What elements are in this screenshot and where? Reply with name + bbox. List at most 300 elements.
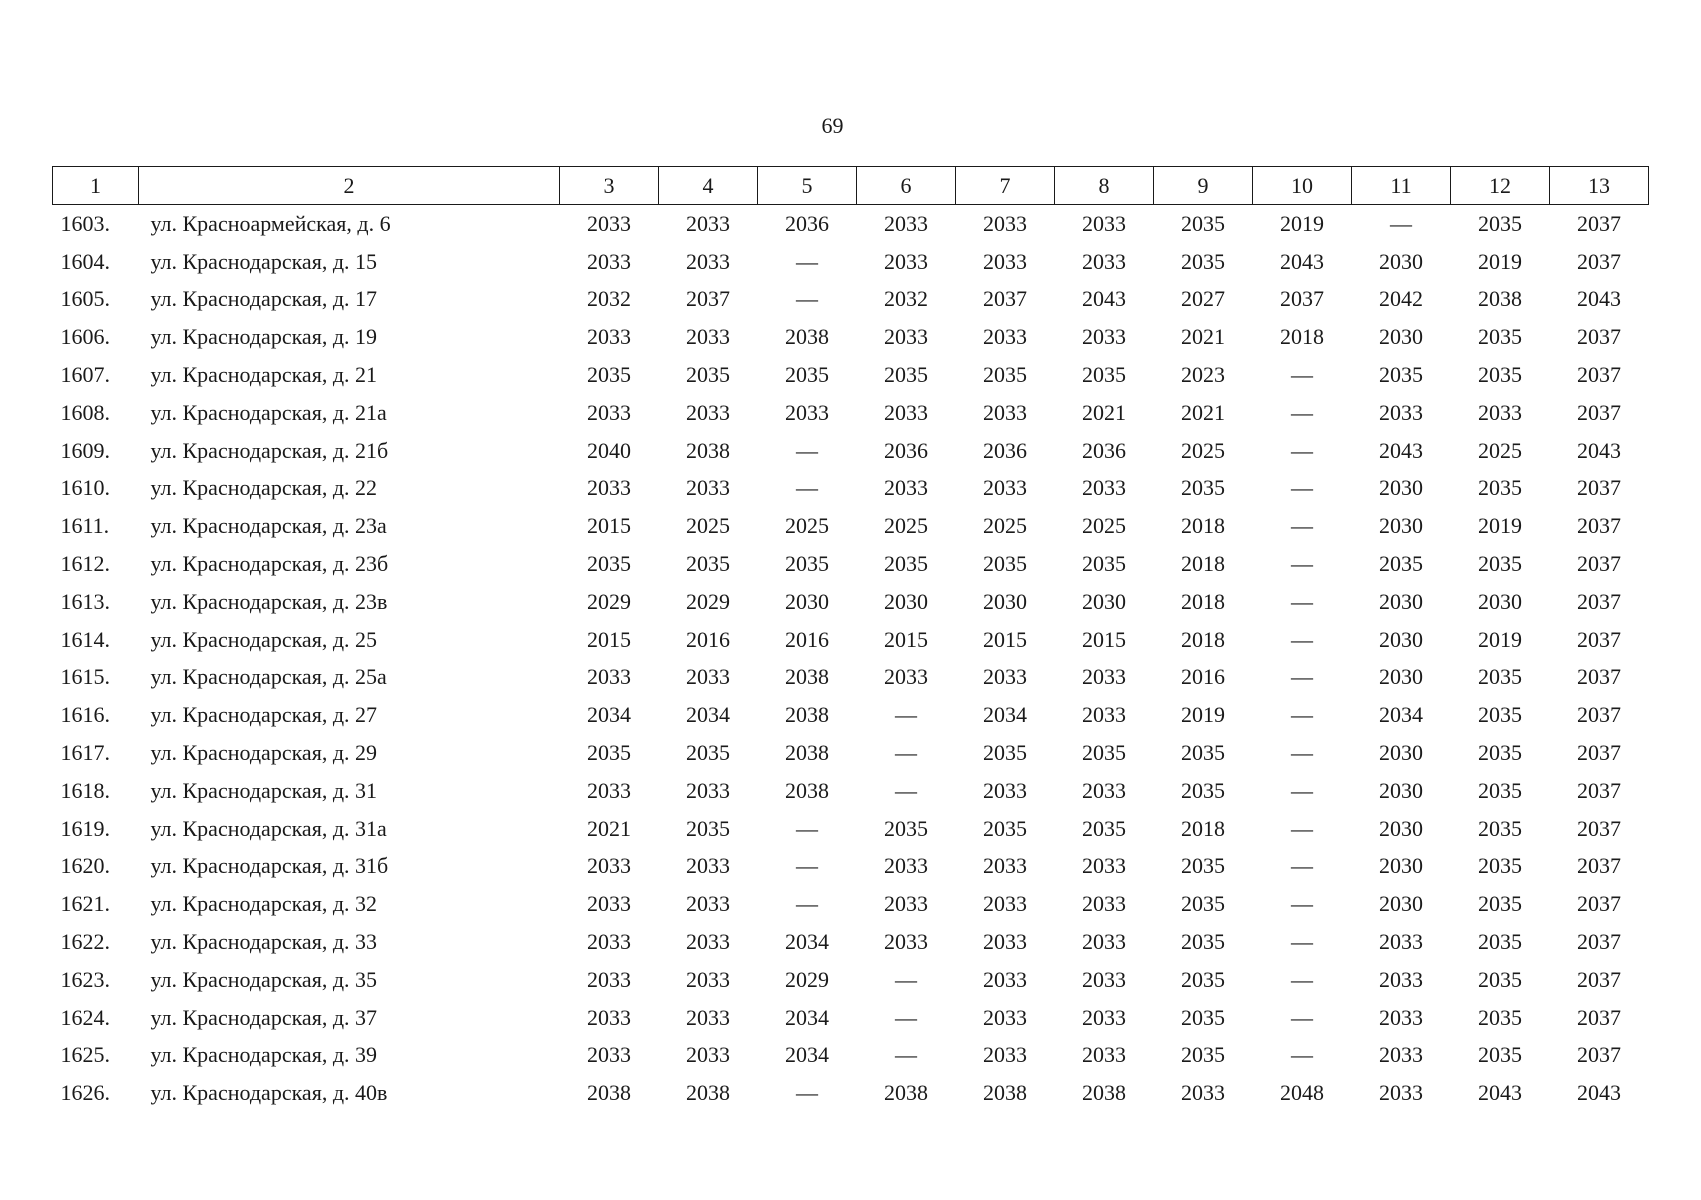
value-cell: — [796,437,818,463]
value-cell: 2019 [1478,626,1522,652]
address-cell: ул. Краснодарская, д. 15 [150,248,378,274]
address-cell: ул. Краснодарская, д. 25 [150,626,378,652]
row-number: 1611. [60,513,110,539]
value-cell: 2037 [1577,1042,1621,1068]
value-cell: 2035 [587,740,631,766]
value-cell: 2037 [1577,853,1621,879]
value-cell: 2035 [1478,853,1522,879]
value-cell: 2033 [884,929,928,955]
value-cell: 2025 [1478,437,1522,463]
value-cell: — [895,702,917,728]
value-cell: — [1291,399,1313,425]
value-cell: 2037 [1577,475,1621,501]
value-cell: 2021 [1082,399,1126,425]
value-cell: 2033 [1082,929,1126,955]
column-header-3: 3 [560,167,659,205]
value-cell: 2033 [884,324,928,350]
value-cell: 2035 [1181,891,1225,917]
row-number: 1605. [60,286,110,312]
value-cell: 2033 [1379,1042,1423,1068]
value-cell: — [1291,1004,1313,1030]
value-cell: 2035 [1082,362,1126,388]
value-cell: 2037 [1577,248,1621,274]
column-header-11: 11 [1352,167,1451,205]
page-number: 69 [821,113,844,138]
value-cell: 2018 [1181,551,1225,577]
value-cell: 2030 [1379,513,1423,539]
value-cell: 2036 [983,437,1027,463]
table-row [53,545,1649,583]
value-cell: 2016 [785,626,829,652]
value-cell: 2019 [1478,513,1522,539]
value-cell: 2042 [1379,286,1423,312]
value-cell: 2033 [686,664,730,690]
table-row [53,507,1649,545]
table-row [53,885,1649,923]
value-cell: 2035 [1181,929,1225,955]
value-cell: 2035 [1478,664,1522,690]
value-cell: — [1291,1042,1313,1068]
value-cell: 2033 [884,399,928,425]
value-cell: — [1291,664,1313,690]
address-cell: ул. Краснодарская, д. 21а [150,399,387,425]
value-cell: 2035 [1478,777,1522,803]
value-cell: 2038 [587,1080,631,1106]
value-cell: 2033 [1082,210,1126,236]
value-cell: 2033 [587,853,631,879]
value-cell: 2033 [1082,966,1126,992]
value-cell: — [895,1042,917,1068]
value-cell: 2034 [983,702,1027,728]
value-cell: 2025 [686,513,730,539]
value-cell: 2033 [686,891,730,917]
value-cell: 2030 [1082,588,1126,614]
row-number: 1616. [60,702,110,728]
value-cell: 2033 [983,475,1027,501]
value-cell: 2023 [1181,362,1225,388]
row-number: 1609. [60,437,110,463]
value-cell: 2021 [587,815,631,841]
row-number: 1625. [60,1042,110,1068]
value-cell: 2034 [785,1004,829,1030]
value-cell: 2035 [884,551,928,577]
value-cell: 2033 [686,966,730,992]
value-cell: — [796,1080,818,1106]
address-cell: ул. Краснодарская, д. 23б [150,551,389,577]
table-row [53,734,1649,772]
value-cell: 2037 [1577,702,1621,728]
value-cell: 2032 [884,286,928,312]
table-header [53,167,1649,205]
value-cell: 2035 [1181,1042,1225,1068]
value-cell: 2035 [785,362,829,388]
value-cell: 2043 [1280,248,1324,274]
column-header-5: 5 [758,167,857,205]
value-cell: 2035 [1181,1004,1225,1030]
value-cell: 2030 [785,588,829,614]
column-header-1: 1 [53,167,139,205]
value-cell: 2015 [884,626,928,652]
value-cell: 2033 [884,475,928,501]
value-cell: 2033 [587,1042,631,1068]
value-cell: 2029 [785,966,829,992]
column-header-4: 4 [659,167,758,205]
value-cell: 2018 [1280,324,1324,350]
value-cell: 2035 [1181,210,1225,236]
value-cell: 2033 [983,399,1027,425]
value-cell: 2037 [1577,929,1621,955]
row-number: 1622. [60,929,110,955]
address-cell: ул. Краснодарская, д. 31 [150,777,378,803]
address-cell: ул. Краснодарская, д. 23а [150,513,387,539]
row-number: 1603. [60,210,110,236]
column-header-10: 10 [1253,167,1352,205]
value-cell: 2030 [1478,588,1522,614]
value-cell: 2035 [1478,475,1522,501]
value-cell: — [895,966,917,992]
table-row [53,848,1649,886]
value-cell: 2033 [983,664,1027,690]
value-cell: 2035 [983,740,1027,766]
value-cell: 2033 [983,324,1027,350]
row-number: 1608. [60,399,110,425]
address-cell: ул. Краснодарская, д. 31а [150,815,387,841]
value-cell: 2033 [587,664,631,690]
value-cell: 2033 [686,399,730,425]
value-cell: 2035 [1478,966,1522,992]
value-cell: 2033 [1082,1004,1126,1030]
table-row [53,961,1649,999]
value-cell: 2035 [1082,551,1126,577]
value-cell: — [1291,966,1313,992]
value-cell: 2033 [785,399,829,425]
value-cell: 2033 [1379,929,1423,955]
table-body [53,205,1649,1113]
value-cell: 2037 [1577,588,1621,614]
value-cell: 2035 [1379,551,1423,577]
table-row [53,999,1649,1037]
value-cell: 2030 [1379,248,1423,274]
value-cell: 2043 [1577,437,1621,463]
table-row [53,318,1649,356]
value-cell: 2035 [686,362,730,388]
address-cell: ул. Краснодарская, д. 19 [150,324,378,350]
value-cell: — [895,777,917,803]
value-cell: 2030 [1379,777,1423,803]
value-cell: 2035 [1478,815,1522,841]
value-cell: 2037 [1577,664,1621,690]
value-cell: 2043 [1577,286,1621,312]
value-cell: — [1291,513,1313,539]
value-cell: 2030 [1379,475,1423,501]
value-cell: 2035 [1478,1042,1522,1068]
row-number: 1619. [60,815,110,841]
value-cell: 2034 [785,1042,829,1068]
table-row [53,394,1649,432]
value-cell: 2038 [785,324,829,350]
address-cell: ул. Краснодарская, д. 21 [150,362,378,388]
value-cell: 2036 [884,437,928,463]
value-cell: 2033 [1478,399,1522,425]
table-row [53,621,1649,659]
value-cell: 2033 [1082,702,1126,728]
value-cell: 2033 [884,210,928,236]
table-row [53,243,1649,281]
value-cell: 2038 [686,437,730,463]
value-cell: 2035 [1181,740,1225,766]
value-cell: 2043 [1478,1080,1522,1106]
row-number: 1626. [60,1080,110,1106]
value-cell: 2018 [1181,588,1225,614]
column-header-8: 8 [1055,167,1154,205]
column-header-9: 9 [1154,167,1253,205]
value-cell: 2036 [785,210,829,236]
value-cell: 2033 [587,248,631,274]
value-cell: 2037 [1577,891,1621,917]
table-row [53,356,1649,394]
value-cell: 2033 [686,1042,730,1068]
value-cell: — [1291,891,1313,917]
value-cell: 2033 [686,248,730,274]
table-row [53,1037,1649,1075]
value-cell: — [1291,437,1313,463]
row-number: 1623. [60,966,110,992]
row-number: 1624. [60,1004,110,1030]
row-number: 1621. [60,891,110,917]
address-cell: ул. Краснодарская, д. 39 [150,1042,378,1068]
value-cell: 2019 [1478,248,1522,274]
table-row [53,772,1649,810]
value-cell: 2033 [1379,399,1423,425]
column-header-2: 2 [139,167,560,205]
value-cell: 2015 [983,626,1027,652]
value-cell: 2035 [1478,362,1522,388]
value-cell: 2043 [1577,1080,1621,1106]
address-cell: ул. Красноармейская, д. 6 [150,210,391,236]
value-cell: 2033 [1379,1080,1423,1106]
value-cell: 2035 [884,815,928,841]
row-number: 1610. [60,475,110,501]
value-cell: 2033 [1379,966,1423,992]
value-cell: 2035 [1478,324,1522,350]
value-cell: — [1291,815,1313,841]
value-cell: 2035 [1478,551,1522,577]
value-cell: 2043 [1379,437,1423,463]
value-cell: 2030 [1379,740,1423,766]
value-cell: 2033 [587,399,631,425]
value-cell: 2035 [686,815,730,841]
table-row [53,470,1649,508]
value-cell: 2038 [686,1080,730,1106]
value-cell: 2018 [1181,815,1225,841]
value-cell: 2035 [884,362,928,388]
column-header-6: 6 [857,167,956,205]
value-cell: 2030 [1379,853,1423,879]
table-row [53,659,1649,697]
row-number: 1607. [60,362,110,388]
value-cell: 2025 [785,513,829,539]
value-cell: 2035 [587,551,631,577]
value-cell: 2037 [1577,966,1621,992]
value-cell: 2033 [587,324,631,350]
value-cell: 2036 [1082,437,1126,463]
value-cell: 2019 [1181,702,1225,728]
address-cell: ул. Краснодарская, д. 32 [150,891,378,917]
value-cell: 2033 [686,210,730,236]
value-cell: — [1291,475,1313,501]
table-row [53,583,1649,621]
table-row [53,923,1649,961]
value-cell: 2037 [686,286,730,312]
column-header-13: 13 [1550,167,1649,205]
table-row [53,205,1649,243]
value-cell: 2035 [686,740,730,766]
value-cell: 2038 [785,777,829,803]
value-cell: 2033 [983,248,1027,274]
address-cell: ул. Краснодарская, д. 35 [150,966,378,992]
value-cell: 2030 [1379,626,1423,652]
value-cell: 2030 [1379,891,1423,917]
value-cell: 2033 [1082,664,1126,690]
address-cell: ул. Краснодарская, д. 22 [150,475,378,501]
value-cell: 2025 [1181,437,1225,463]
value-cell: 2033 [587,210,631,236]
column-header-12: 12 [1451,167,1550,205]
value-cell: 2035 [1181,248,1225,274]
value-cell: 2037 [1577,362,1621,388]
value-cell: 2033 [983,1004,1027,1030]
value-cell: 2030 [1379,815,1423,841]
value-cell: 2033 [587,475,631,501]
row-number: 1604. [60,248,110,274]
value-cell: 2021 [1181,324,1225,350]
address-cell: ул. Краснодарская, д. 37 [150,1004,378,1030]
value-cell: 2019 [1280,210,1324,236]
value-cell: 2035 [686,551,730,577]
value-cell: 2037 [1577,551,1621,577]
value-cell: — [1291,853,1313,879]
value-cell: 2033 [686,324,730,350]
value-cell: 2038 [785,702,829,728]
value-cell: 2021 [1181,399,1225,425]
value-cell: 2033 [1082,777,1126,803]
value-cell: 2037 [1577,777,1621,803]
table-row [53,281,1649,319]
value-cell: 2033 [1082,1042,1126,1068]
value-cell: 2033 [884,891,928,917]
value-cell: 2033 [587,966,631,992]
value-cell: 2035 [587,362,631,388]
value-cell: 2035 [1379,362,1423,388]
value-cell: 2033 [884,664,928,690]
value-cell: 2033 [587,929,631,955]
value-cell: — [1291,702,1313,728]
value-cell: 2033 [686,853,730,879]
value-cell: 2037 [1577,1004,1621,1030]
value-cell: 2025 [884,513,928,539]
value-cell: 2029 [587,588,631,614]
value-cell: 2035 [785,551,829,577]
value-cell: 2037 [1280,286,1324,312]
value-cell: 2033 [686,777,730,803]
value-cell: 2035 [1478,929,1522,955]
address-cell: ул. Краснодарская, д. 40в [150,1080,388,1106]
value-cell: 2035 [1478,210,1522,236]
value-cell: 2033 [686,1004,730,1030]
row-number: 1613. [60,588,110,614]
value-cell: 2037 [1577,513,1621,539]
value-cell: 2037 [1577,399,1621,425]
value-cell: 2037 [1577,210,1621,236]
value-cell: 2015 [587,626,631,652]
value-cell: 2034 [785,929,829,955]
value-cell: 2033 [884,248,928,274]
value-cell: 2035 [1181,853,1225,879]
value-cell: 2033 [587,891,631,917]
value-cell: 2033 [686,475,730,501]
value-cell: 2025 [983,513,1027,539]
value-cell: 2030 [1379,588,1423,614]
value-cell: — [1291,740,1313,766]
value-cell: 2033 [1379,1004,1423,1030]
table-row [53,696,1649,734]
value-cell: — [796,815,818,841]
value-cell: 2015 [1082,626,1126,652]
address-cell: ул. Краснодарская, д. 21б [150,437,389,463]
value-cell: — [796,286,818,312]
value-cell: 2033 [1082,248,1126,274]
value-cell: 2035 [1478,891,1522,917]
value-cell: 2035 [1478,1004,1522,1030]
value-cell: 2033 [884,853,928,879]
value-cell: 2033 [1181,1080,1225,1106]
address-cell: ул. Краснодарская, д. 25а [150,664,387,690]
value-cell: 2037 [1577,815,1621,841]
value-cell: 2034 [686,702,730,728]
value-cell: 2040 [587,437,631,463]
value-cell: 2033 [983,891,1027,917]
value-cell: 2035 [1082,740,1126,766]
value-cell: — [895,740,917,766]
value-cell: 2048 [1280,1080,1324,1106]
value-cell: 2016 [1181,664,1225,690]
value-cell: 2033 [587,1004,631,1030]
row-number: 1615. [60,664,110,690]
table-row [53,810,1649,848]
value-cell: 2033 [686,929,730,955]
value-cell: 2035 [1478,740,1522,766]
value-cell: 2030 [1379,664,1423,690]
value-cell: 2035 [1082,815,1126,841]
value-cell: 2033 [587,777,631,803]
value-cell: 2038 [884,1080,928,1106]
row-number: 1606. [60,324,110,350]
value-cell: — [1291,626,1313,652]
table-row [53,432,1649,470]
value-cell: — [895,1004,917,1030]
row-number: 1617. [60,740,110,766]
value-cell: 2035 [983,551,1027,577]
value-cell: 2038 [1478,286,1522,312]
value-cell: 2037 [1577,626,1621,652]
table-row [53,1074,1649,1112]
value-cell: 2030 [1379,324,1423,350]
value-cell: 2035 [1181,475,1225,501]
value-cell: — [1291,777,1313,803]
value-cell: 2029 [686,588,730,614]
data-table [52,166,1649,1112]
value-cell: — [1291,929,1313,955]
